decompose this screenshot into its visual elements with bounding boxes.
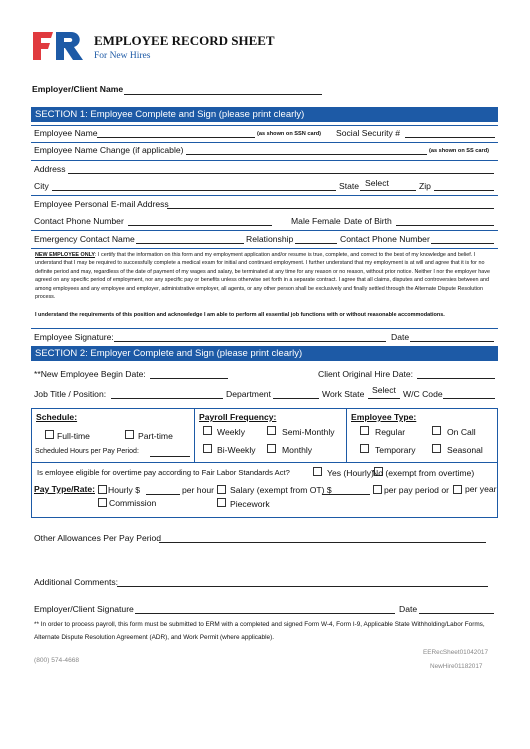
employee-date-label: Date xyxy=(391,332,410,342)
address-label: Address xyxy=(34,164,66,174)
wc-code-field[interactable] xyxy=(443,398,495,399)
seasonal-checkbox[interactable] xyxy=(432,444,441,453)
employee-signature-label: Employee Signature: xyxy=(34,332,114,342)
zip-field[interactable] xyxy=(434,190,494,191)
on-call-checkbox[interactable] xyxy=(432,426,441,435)
temporary-checkbox[interactable] xyxy=(360,444,369,453)
yes-hourly-label: Yes (Hourly) xyxy=(327,468,374,478)
weekly-checkbox[interactable] xyxy=(203,426,212,435)
company-logo xyxy=(31,30,87,62)
overtime-question: Is emloyee eligible for overtime pay according to Fair Labor Standards Act? xyxy=(37,468,290,477)
employee-name-field[interactable] xyxy=(97,137,255,138)
begin-date-field[interactable] xyxy=(150,378,228,379)
state-select[interactable]: Select xyxy=(365,178,389,188)
bi-weekly-label: Bi-Weekly xyxy=(217,445,256,455)
employer-date-field[interactable] xyxy=(419,613,494,614)
weekly-label: Weekly xyxy=(217,427,246,437)
monthly-checkbox[interactable] xyxy=(267,444,276,453)
employer-signature-field[interactable] xyxy=(135,613,395,614)
footer-phone: (800) 574-4668 xyxy=(34,657,80,664)
on-call-label: On Call xyxy=(447,427,476,437)
per-year-label: per year xyxy=(465,484,497,494)
emergency-contact-label: Emergency Contact Name xyxy=(34,234,135,244)
contact-phone-label: Contact Phone Number xyxy=(34,216,124,226)
hourly-label: Hourly $ xyxy=(108,485,140,495)
piecework-checkbox[interactable] xyxy=(217,498,226,507)
salary-label: Salary (exempt from OT) $ xyxy=(230,485,332,495)
employee-type-title: Employee Type: xyxy=(351,412,417,422)
zip-label: Zip xyxy=(419,181,431,191)
additional-comments-label: Additional Comments: xyxy=(34,577,119,587)
payroll-frequency-title: Payroll Frequency: xyxy=(199,412,277,422)
page-subtitle: For New Hires xyxy=(94,51,151,61)
employee-signature-field[interactable] xyxy=(114,341,386,342)
name-change-label: Employee Name Change (if applicable) xyxy=(34,145,184,155)
social-security-label: Social Security # xyxy=(336,128,401,138)
hourly-checkbox[interactable] xyxy=(98,485,107,494)
monthly-label: Monthly xyxy=(282,445,313,455)
page-title: EMPLOYEE RECORD SHEET xyxy=(94,33,275,48)
emergency-phone-label: Contact Phone Number xyxy=(340,234,430,244)
name-change-field[interactable] xyxy=(186,154,427,155)
other-allowances-field[interactable] xyxy=(159,542,486,543)
full-time-checkbox[interactable] xyxy=(45,430,54,439)
employer-signature-label: Employer/Client Signature xyxy=(34,604,134,614)
gender-options[interactable]: Male Female xyxy=(291,216,341,226)
work-state-select[interactable]: Select xyxy=(372,385,396,395)
job-title-label: Job Title / Position: xyxy=(34,389,107,399)
ss-card-note: (as shown on SS card) xyxy=(429,148,489,154)
salary-checkbox[interactable] xyxy=(217,485,226,494)
employer-client-name-field[interactable] xyxy=(124,94,322,95)
semi-monthly-checkbox[interactable] xyxy=(267,426,276,435)
no-exempt-label: No (exempt from overtime) xyxy=(372,468,475,478)
additional-comments-field[interactable] xyxy=(117,586,488,587)
ssn-card-note: (as shown on SSN card) xyxy=(257,131,322,137)
work-state-label: Work State xyxy=(322,389,365,399)
relationship-field[interactable] xyxy=(295,243,337,244)
regular-checkbox[interactable] xyxy=(360,426,369,435)
bi-weekly-checkbox[interactable] xyxy=(203,444,212,453)
acknowledgement-text: I understand the requirements of this position and acknowledge I am able to perform all essential job functions with or without reasonable accommodations. xyxy=(35,312,445,318)
email-label: Employee Personal E-mail Address xyxy=(34,199,169,209)
emergency-phone-field[interactable] xyxy=(431,243,494,244)
per-year-checkbox[interactable] xyxy=(453,485,462,494)
footer-code-2: NewHire01182017 xyxy=(430,663,483,670)
contact-phone-field[interactable] xyxy=(128,225,272,226)
footer-code-1: EERecSheet01042017 xyxy=(423,649,489,656)
yes-hourly-checkbox[interactable] xyxy=(313,467,322,476)
dob-label: Date of Birth xyxy=(344,216,392,226)
footnote: ** In order to process payroll, this form must be submitted to ERM with a completed and signed Form W-4, Form I-9, Applicable State Withholding/Labor Forms, Alternate Dispute Resolution Agreement (ADR), and Work Permit (where applicable). xyxy=(34,621,485,641)
semi-monthly-label: Semi-Monthly xyxy=(282,427,335,437)
commission-label: Commission xyxy=(109,498,157,508)
seasonal-label: Seasonal xyxy=(447,445,483,455)
city-field[interactable] xyxy=(52,190,336,191)
temporary-label: Temporary xyxy=(375,445,416,455)
social-security-field[interactable] xyxy=(405,137,495,138)
begin-date-label: **New Employee Begin Date: xyxy=(34,369,146,379)
regular-label: Regular xyxy=(375,427,406,437)
scheduled-hours-label: Scheduled Hours per Pay Period: xyxy=(35,448,139,455)
relationship-label: Relationship xyxy=(246,234,294,244)
part-time-checkbox[interactable] xyxy=(125,430,134,439)
job-title-field[interactable] xyxy=(111,398,223,399)
emergency-contact-field[interactable] xyxy=(136,243,244,244)
per-pay-period-checkbox[interactable] xyxy=(373,485,382,494)
employer-date-label: Date xyxy=(399,604,418,614)
per-pay-period-label: per pay period or xyxy=(384,485,449,495)
other-allowances-label: Other Allowances Per Pay Period xyxy=(34,533,162,543)
department-field[interactable] xyxy=(273,398,319,399)
employer-client-name-label: Employer/Client Name xyxy=(32,84,124,94)
pay-type-label: Pay Type/Rate: xyxy=(34,484,95,494)
section2-header: SECTION 2: Employer Complete and Sign (please print clearly) xyxy=(31,346,498,361)
address-field[interactable] xyxy=(68,173,494,174)
original-hire-field[interactable] xyxy=(417,378,495,379)
department-label: Department xyxy=(226,389,271,399)
employee-name-label: Employee Name xyxy=(34,128,98,138)
hourly-rate-field[interactable] xyxy=(146,494,180,495)
schedule-title: Schedule: xyxy=(36,412,78,422)
section1-header: SECTION 1: Employee Complete and Sign (please print clearly) xyxy=(31,107,498,122)
per-hour-label: per hour xyxy=(182,485,215,495)
full-time-label: Full-time xyxy=(57,431,90,441)
scheduled-hours-field[interactable] xyxy=(150,456,190,457)
salary-rate-field[interactable] xyxy=(322,494,370,495)
city-label: City xyxy=(34,181,49,191)
piecework-label: Piecework xyxy=(230,499,270,509)
dob-field[interactable] xyxy=(396,225,494,226)
email-field[interactable] xyxy=(167,208,494,209)
original-hire-label: Client Original Hire Date: xyxy=(318,369,414,379)
wc-code-label: W/C Code xyxy=(403,389,443,399)
state-label: State xyxy=(339,181,360,191)
new-employee-statement: NEW EMPLOYEE ONLY: I certify that the information on this form and my employment application and/or resume is true, complete, and correct to the best of my knowledge and belief. I understand that I may be required to successfully complete a medical exam for initial and continued employment. I further understand that my employment is at will and agree that it is for no definite period and may, regardless of the date of payment of my wages and salary, be terminated at any time for any reason or no reason, without prior notice. Neither I nor the employer have agreed on any specific period of employment, nor any specific pay or benefits unless otherwise set forth in a separate contract. I agree that all claims, disputes and controversies between and among employees and any employee and employer, administrative employer, all agents, or any other person shall be exclusively and finally settled through the Alternate Dispute Resolution process. xyxy=(35,252,490,301)
commission-checkbox[interactable] xyxy=(98,498,107,507)
part-time-label: Part-time xyxy=(138,431,173,441)
employee-date-field[interactable] xyxy=(410,341,494,342)
